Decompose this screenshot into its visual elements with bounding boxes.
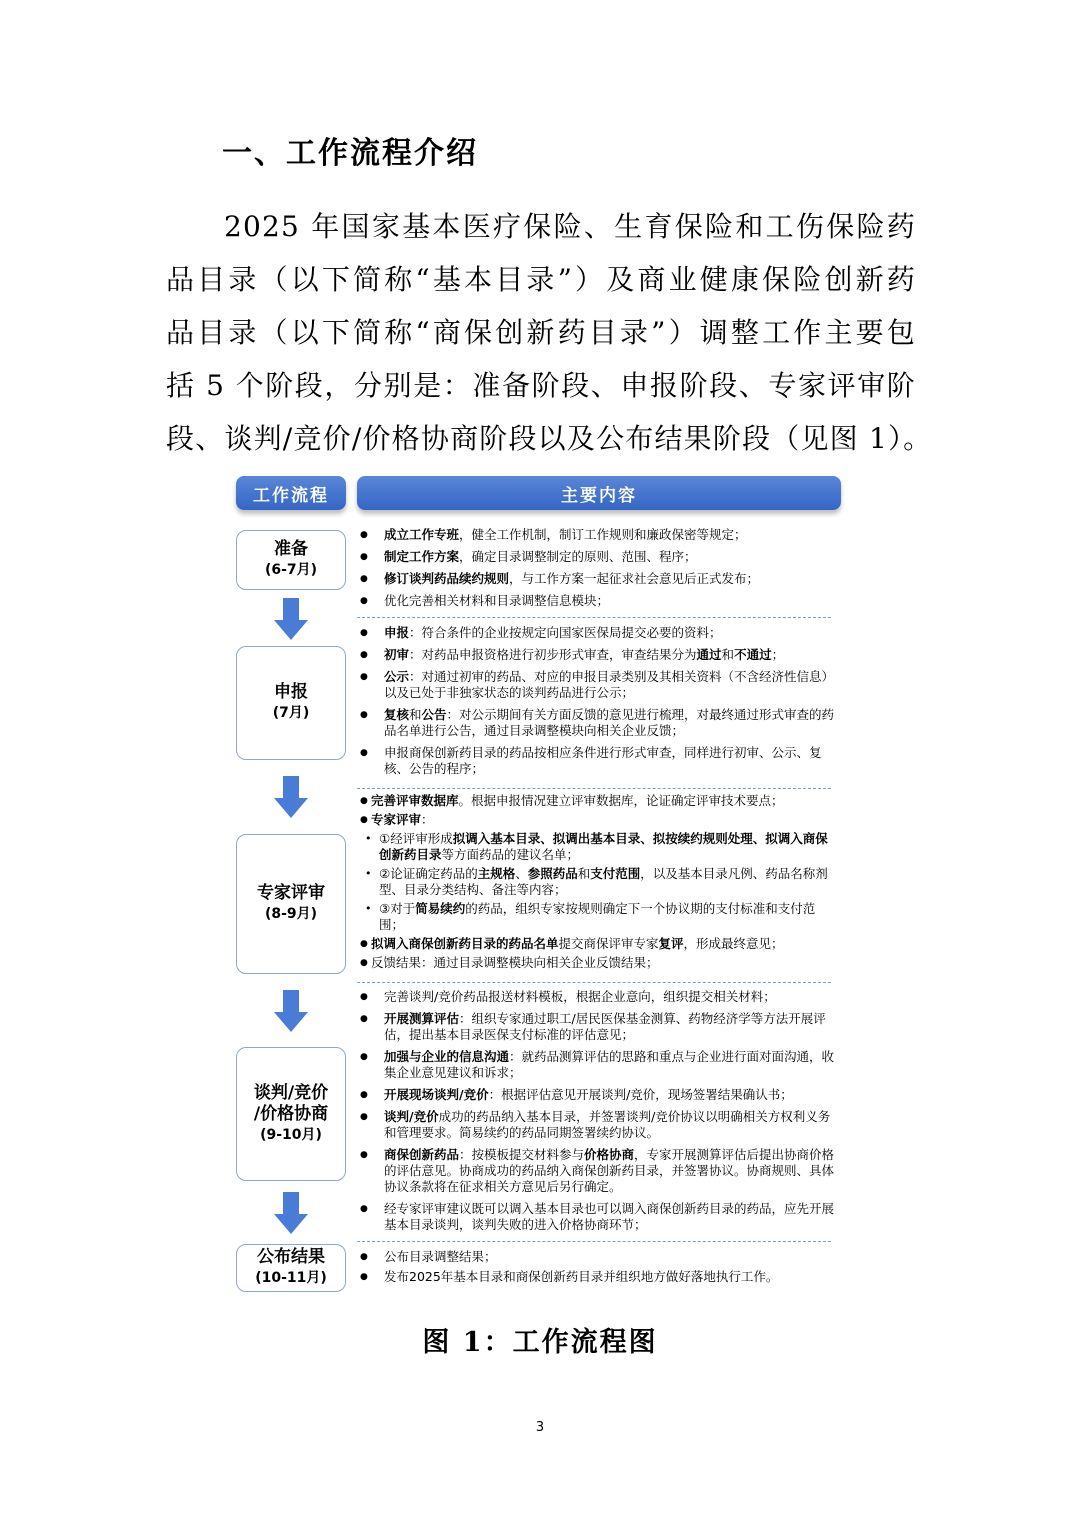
stage-period: (9-10月) <box>260 1126 322 1143</box>
stage-period: (6-7月) <box>264 562 318 578</box>
content-item <box>357 1049 837 1081</box>
intro-paragraph <box>166 200 933 465</box>
content-header: 主要内容 <box>357 476 841 510</box>
item-text: 经专家评审建议既可以调入基本目录也可以调入商保创新药目录的药品，应先开展基本目录谈判，谈判失败的进入价格协商环节； <box>384 1201 835 1232</box>
item-text: 和 <box>409 707 422 722</box>
content-list-publish <box>357 1249 837 1289</box>
item-text: ：根据评估意见开展谈判/竞价，现场签署结果确认书； <box>488 1087 793 1102</box>
down-arrow-icon <box>274 598 308 640</box>
bold-term: 通过 <box>696 647 722 662</box>
content-item <box>357 1109 837 1141</box>
content-item <box>357 1147 837 1195</box>
bold-term: 成立工作专班 <box>384 527 460 542</box>
down-arrow-icon <box>274 990 308 1032</box>
intro-line: 括 5 个阶段，分别是：准备阶段、申报阶段、专家评审阶 <box>166 369 916 402</box>
item-text: ：对药品申报资格进行初步形式审查，审查结果分为 <box>409 647 697 662</box>
bold-term: 拟调入商保创新药目录的药品名单 <box>371 936 559 951</box>
item-text: 的药品，组织专家按规则确定下一个协议期的支付标准和支付范围； <box>379 901 816 932</box>
content-item <box>357 1011 837 1043</box>
bold-term: 主规格 <box>477 866 516 881</box>
workflow-header: 工作流程 <box>236 476 346 510</box>
bold-term: 价格协商 <box>584 1147 635 1162</box>
item-text: ，以及基本目录凡例、药品名称剂型、目录分类结构、备注等内容； <box>379 866 828 897</box>
item-text: 提交商保评审专家 <box>558 936 659 951</box>
item-text: ：符合条件的企业按规定向国家医保局提交必要的资料； <box>409 625 722 640</box>
item-text: ： <box>421 812 434 827</box>
stage-name: 公布结果 <box>257 1247 325 1267</box>
content-item <box>357 707 837 739</box>
item-text: 优化完善相关材料和目录调整信息模块； <box>384 593 610 608</box>
content-item <box>357 955 837 971</box>
item-text: 申报商保创新药目录的药品按相应条件进行形式审查，同样进行初审、公示、复核、公告的程序； <box>384 745 822 776</box>
bold-term: 拟调入基本目录、拟调出基本目录、拟按续约规则处理、拟调入商保创新药目录 <box>379 831 828 862</box>
item-text: 、 <box>515 866 528 881</box>
workflow-figure <box>230 474 850 1304</box>
item-text: 发布2025年基本目录和商保创新药目录并组织地方做好落地执行工作。 <box>384 1269 779 1284</box>
bold-term: 专家评审 <box>371 812 422 827</box>
content-item <box>357 669 837 701</box>
item-text: ：组织专家通过职工/居民医保基金测算、药物经济学等方法开展评估，提出基本目录医保支付标准的评估意见； <box>384 1011 826 1042</box>
intro-line: 2025 年国家基本医疗保险、生育保险和工伤保险药 <box>224 210 916 243</box>
bold-term: 简易续约 <box>415 901 466 916</box>
content-item <box>357 1269 837 1285</box>
section-divider <box>357 1241 831 1242</box>
item-text: 完善谈判/竞价药品报送材料模板，根据企业意向，组织提交相关材料； <box>384 989 776 1004</box>
stage-name: 准备 <box>274 539 308 559</box>
content-item <box>357 593 837 609</box>
bold-term: 修订谈判药品续约规则 <box>384 571 510 586</box>
content-item <box>357 831 837 863</box>
figure-caption: 图 1：工作流程图 <box>422 1327 658 1358</box>
item-text: ①经评审形成 <box>379 831 453 846</box>
item-text: ，确定目录调整制定的原则、范围、程序； <box>459 549 697 564</box>
bold-term: 支付范围 <box>590 866 641 881</box>
bold-term: 复评 <box>658 936 684 951</box>
section-divider <box>357 982 831 983</box>
stage-name: /价格协商 <box>253 1103 329 1124</box>
bold-term: 加强与企业的信息沟通 <box>384 1049 510 1064</box>
stage-negotiation <box>236 1047 346 1181</box>
content-item <box>357 812 837 828</box>
bold-term: 公示 <box>384 669 410 684</box>
bold-term: 谈判/竞价 <box>384 1109 439 1124</box>
content-item <box>357 549 837 565</box>
section-divider <box>357 617 831 618</box>
item-text: ：就药品测算评估的思路和重点与企业进行面对面沟通，收集企业意见建议和诉求； <box>384 1049 835 1080</box>
item-text: 等方面药品的建议名单； <box>441 847 580 862</box>
content-item <box>357 647 837 663</box>
intro-line: 段、谈判/竞价/价格协商阶段以及公布结果阶段（见图 1）。 <box>166 422 933 455</box>
bold-term: 参照药品 <box>527 866 578 881</box>
item-text: ，形成最终意见； <box>683 936 784 951</box>
bold-term: 复核 <box>384 707 410 722</box>
section-divider <box>357 788 831 789</box>
bold-term: 开展现场谈判/竞价 <box>384 1087 489 1102</box>
item-text: ：按模板提交材料参与 <box>459 1147 585 1162</box>
stage-name: 专家评审 <box>257 883 325 903</box>
item-text: ：对通过初审的药品、对应的申报目录类别及其相关资料（不含经济性信息）以及已处于非独家状态的谈判药品进行公示； <box>384 669 835 700</box>
section-heading: 一、工作流程介绍 <box>222 136 478 171</box>
content-item <box>357 1087 837 1103</box>
item-text: 反馈结果：通过目录调整模块向相关企业反馈结果； <box>371 955 659 970</box>
bold-term: 开展测算评估 <box>384 1011 460 1026</box>
stage-period: (7月) <box>272 705 310 721</box>
item-text: 和 <box>721 647 735 662</box>
bold-term: 不通过 <box>734 647 772 662</box>
content-item <box>357 866 837 898</box>
page-number: 3 <box>535 1420 545 1435</box>
content-list-negotiation <box>357 989 837 1239</box>
item-text: ③对于 <box>379 901 416 916</box>
content-item <box>357 989 837 1005</box>
stage-period: (8-9月) <box>264 906 318 922</box>
bold-term: 制定工作方案 <box>384 549 460 564</box>
content-item <box>357 901 837 933</box>
content-item <box>357 936 837 952</box>
content-list-prepare <box>357 527 837 615</box>
bold-term: 申报 <box>384 625 410 640</box>
stage-prepare <box>236 530 346 590</box>
content-item <box>357 1201 837 1233</box>
content-item <box>357 625 837 641</box>
item-text: ：对公示期间有关方面反馈的意见进行梳理，对最终通过形式审查的药品名单进行公告，通过目录调整模块向相关企业反馈； <box>384 707 835 738</box>
down-arrow-icon <box>274 776 308 818</box>
bold-term: 公告 <box>421 707 447 722</box>
content-item <box>357 1249 837 1265</box>
stage-name: 谈判/竞价 <box>253 1082 329 1103</box>
item-text: ②论证确定药品的 <box>379 866 478 881</box>
item-text: ，与工作方案一起征求社会意见后正式发布； <box>509 571 760 586</box>
stage-apply <box>236 646 346 760</box>
item-text: 公布目录调整结果； <box>384 1249 497 1264</box>
bold-term: 完善评审数据库 <box>371 793 459 808</box>
item-text: ，健全工作机制，制订工作规则和廉政保密等规定； <box>459 527 747 542</box>
stage-expert-review <box>236 834 346 974</box>
intro-line: 品目录（以下简称“基本目录”）及商业健康保险创新药 <box>166 263 916 296</box>
content-item <box>357 571 837 587</box>
item-text: 。根据申报情况建立评审数据库，论证确定评审技术要点； <box>458 793 784 808</box>
bold-term: 初审 <box>384 647 410 662</box>
item-text: 和 <box>577 866 591 881</box>
stage-name: 申报 <box>274 682 308 702</box>
stage-period: (10-11月) <box>255 1270 327 1286</box>
item-text: 成功的药品纳入基本目录，并签署谈判/竞价协议以明确相关方权利义务和管理要求。简易续约的药品同期签署续约协议。 <box>384 1109 831 1140</box>
content-list-expert-review <box>357 793 837 974</box>
item-text: ； <box>771 647 785 662</box>
content-list-apply <box>357 625 837 783</box>
stage-publish <box>236 1244 346 1292</box>
item-text: ，专家开展测算评估后提出协商价格的评估意见。协商成功的药品纳入商保创新药目录，并签署协议。协商规则、具体协议条款将在征求相关方意见后另行确定。 <box>384 1147 835 1194</box>
down-arrow-icon <box>274 1192 308 1234</box>
intro-line: 品目录（以下简称“商保创新药目录”）调整工作主要包 <box>166 316 916 349</box>
bold-term: 商保创新药品 <box>384 1147 460 1162</box>
content-item <box>357 527 837 543</box>
content-item <box>357 745 837 777</box>
content-item <box>357 793 837 809</box>
